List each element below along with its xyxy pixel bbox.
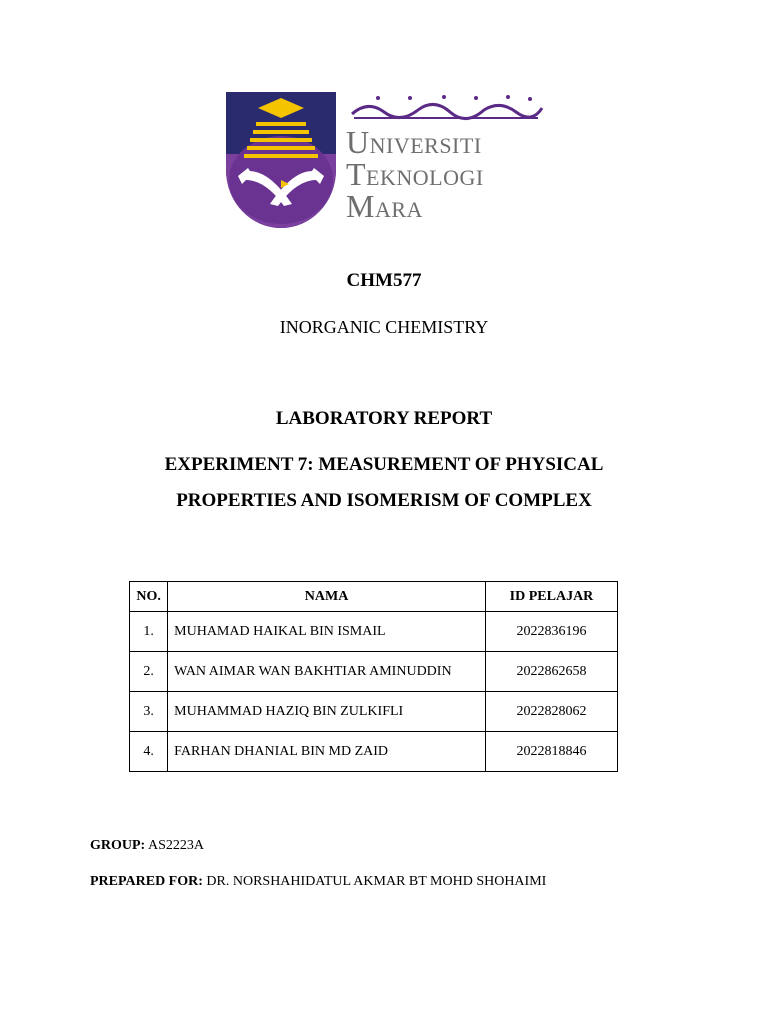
cell-no: 1. bbox=[130, 612, 168, 652]
wordmark-universiti: Universiti bbox=[346, 124, 482, 160]
group-label: GROUP: bbox=[90, 838, 146, 853]
group-line bbox=[90, 838, 204, 854]
course-name: INORGANIC CHEMISTRY bbox=[279, 317, 489, 337]
prepared-for-line bbox=[90, 874, 546, 890]
cell-name: MUHAMMAD HAZIQ BIN ZULKIFLI bbox=[168, 692, 486, 732]
report-type: LABORATORY REPORT bbox=[275, 408, 493, 429]
table-row bbox=[130, 612, 618, 652]
jawi-wordmark bbox=[348, 92, 544, 122]
cell-name: FARHAN DHANIAL BIN MD ZAID bbox=[168, 732, 486, 772]
cell-no: 4. bbox=[130, 732, 168, 772]
cell-id: 2022828062 bbox=[485, 692, 617, 732]
header-no: NO. bbox=[130, 582, 168, 612]
header-id: ID PELAJAR bbox=[485, 582, 617, 612]
cell-no: 3. bbox=[130, 692, 168, 732]
table-row bbox=[130, 732, 618, 772]
university-logo bbox=[226, 92, 544, 228]
experiment-title-line1: EXPERIMENT 7: MEASUREMENT OF PHYSICAL bbox=[164, 454, 604, 475]
experiment-title-line2: PROPERTIES AND ISOMERISM OF COMPLEX bbox=[176, 490, 592, 511]
table-row bbox=[130, 692, 618, 732]
university-wordmark bbox=[346, 126, 484, 222]
prepared-for-value: DR. NORSHAHIDATUL AKMAR BT MOHD SHOHAIMI bbox=[206, 874, 547, 889]
table-header-row bbox=[130, 582, 618, 612]
course-code: CHM577 bbox=[346, 270, 422, 291]
header-name: NAMA bbox=[168, 582, 486, 612]
cell-name: WAN AIMAR WAN BAKHTIAR AMINUDDIN bbox=[168, 652, 486, 692]
wordmark-mara: Mara bbox=[346, 188, 423, 224]
cell-id: 2022862658 bbox=[485, 652, 617, 692]
wordmark-teknologi: Teknologi bbox=[346, 156, 484, 192]
members-table bbox=[129, 581, 618, 772]
cell-no: 2. bbox=[130, 652, 168, 692]
cell-id: 2022818846 bbox=[485, 732, 617, 772]
jawi-script-image bbox=[348, 92, 544, 122]
table-row bbox=[130, 652, 618, 692]
uitm-crest-icon bbox=[226, 92, 336, 228]
cell-id: 2022836196 bbox=[485, 612, 617, 652]
cell-name: MUHAMAD HAIKAL BIN ISMAIL bbox=[168, 612, 486, 652]
prepared-for-label: PREPARED FOR: bbox=[90, 874, 203, 889]
group-value: AS2223A bbox=[147, 838, 204, 853]
